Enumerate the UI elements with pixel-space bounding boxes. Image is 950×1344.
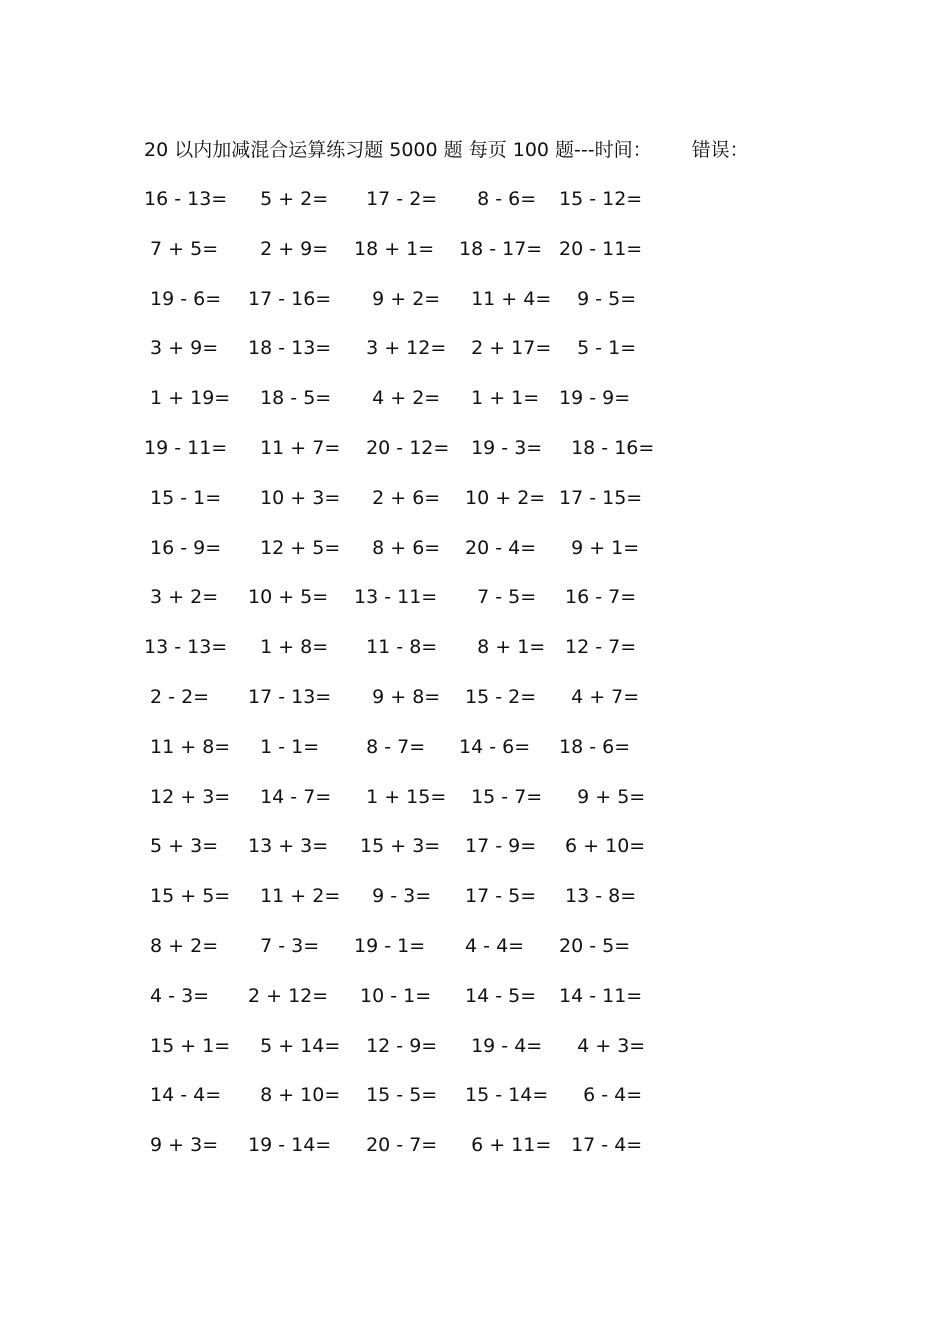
problem: 17 - 9= (459, 835, 537, 858)
problem: 1 + 19= (144, 387, 231, 410)
problem: 5 - 1= (559, 337, 637, 360)
problem: 1 - 1= (248, 735, 320, 758)
problem: 8 + 6= (354, 536, 441, 559)
problem: 8 + 1= (459, 636, 546, 659)
problem: 3 + 2= (144, 586, 219, 609)
problem-row (144, 383, 684, 433)
problem: 15 - 2= (459, 685, 537, 708)
problem: 13 - 8= (559, 885, 637, 908)
problem: 5 + 3= (144, 835, 219, 858)
problem-row (144, 533, 684, 583)
problem-grid (144, 184, 684, 1180)
problem: 19 - 6= (144, 287, 222, 310)
problem: 11 + 8= (144, 735, 231, 758)
problem: 13 - 13= (144, 636, 228, 659)
problem: 9 + 2= (354, 287, 441, 310)
problem-row (144, 931, 684, 981)
worksheet-header (144, 136, 749, 164)
problem: 8 - 7= (354, 735, 426, 758)
problem: 13 + 3= (248, 835, 329, 858)
problem: 6 + 10= (559, 835, 646, 858)
problem: 12 + 5= (248, 536, 341, 559)
problem: 8 + 2= (144, 934, 219, 957)
problem-row (144, 1031, 684, 1081)
problem: 2 + 12= (248, 984, 329, 1007)
problem: 18 - 5= (248, 387, 332, 410)
problem: 1 + 15= (354, 785, 447, 808)
problem-row (144, 582, 684, 632)
problem: 6 + 11= (459, 1134, 552, 1157)
problem: 15 - 7= (459, 785, 543, 808)
problem: 8 - 6= (459, 188, 537, 210)
problem: 11 + 4= (459, 287, 552, 310)
problem: 17 - 15= (559, 486, 643, 509)
problem: 14 - 7= (248, 785, 332, 808)
problem: 4 + 7= (559, 685, 640, 708)
problem: 13 - 11= (354, 586, 438, 609)
problem: 16 - 13= (144, 188, 228, 210)
problem-row (144, 1080, 684, 1130)
problem: 20 - 12= (354, 436, 450, 459)
problem-row (144, 981, 684, 1031)
problem: 11 - 8= (354, 636, 438, 659)
problem-row (144, 881, 684, 931)
problem: 14 - 6= (459, 735, 531, 758)
errors-label: 错误： (691, 139, 749, 161)
problem: 18 - 16= (559, 436, 655, 459)
problem: 10 + 3= (248, 486, 341, 509)
problem: 1 + 1= (459, 387, 540, 410)
problem: 15 + 5= (144, 885, 231, 908)
problem: 9 - 3= (354, 885, 432, 908)
problem: 17 - 2= (354, 188, 438, 210)
problem: 19 - 3= (459, 436, 543, 459)
problem: 5 + 14= (248, 1034, 341, 1057)
problem: 9 + 5= (559, 785, 646, 808)
problem-row (144, 433, 684, 483)
problem-row (144, 483, 684, 533)
problem-row (144, 831, 684, 881)
problem: 10 + 5= (248, 586, 329, 609)
problem: 10 + 2= (459, 486, 546, 509)
problem: 16 - 7= (559, 586, 637, 609)
problem: 3 + 12= (354, 337, 447, 360)
problem: 5 + 2= (248, 188, 329, 210)
problem-row (144, 184, 684, 234)
problem: 10 - 1= (354, 984, 432, 1007)
problem: 15 + 1= (144, 1034, 231, 1057)
problem: 9 + 8= (354, 685, 441, 708)
problem: 15 + 3= (354, 835, 441, 858)
problem: 4 + 2= (354, 387, 441, 410)
problem: 14 - 4= (144, 1084, 222, 1107)
problem: 19 - 14= (248, 1134, 332, 1157)
problem: 7 + 5= (144, 237, 219, 260)
problem-row (144, 234, 684, 284)
problem: 4 - 3= (144, 984, 210, 1007)
problem: 9 + 3= (144, 1134, 219, 1157)
problem: 18 - 6= (559, 735, 631, 758)
problem: 7 - 5= (459, 586, 537, 609)
problem: 20 - 5= (559, 934, 631, 957)
problem: 1 + 8= (248, 636, 329, 659)
problem: 4 + 3= (559, 1034, 646, 1057)
problem: 20 - 7= (354, 1134, 438, 1157)
problem: 19 - 1= (354, 934, 426, 957)
problem: 3 + 9= (144, 337, 219, 360)
problem: 12 - 9= (354, 1034, 438, 1057)
problem: 15 - 12= (559, 188, 643, 210)
problem: 17 - 4= (559, 1134, 643, 1157)
problem: 17 - 16= (248, 287, 332, 310)
problem: 2 + 6= (354, 486, 441, 509)
problem: 15 - 5= (354, 1084, 438, 1107)
problem-row (144, 732, 684, 782)
problem: 20 - 11= (559, 237, 643, 260)
problem: 20 - 4= (459, 536, 537, 559)
problem: 2 - 2= (144, 685, 210, 708)
problem: 18 - 17= (459, 237, 543, 260)
problem: 17 - 13= (248, 685, 332, 708)
problem: 2 + 17= (459, 337, 552, 360)
problem: 6 - 4= (559, 1084, 643, 1107)
problem: 14 - 5= (459, 984, 537, 1007)
problem-row (144, 682, 684, 732)
problem-row (144, 333, 684, 383)
problem: 16 - 9= (144, 536, 222, 559)
problem: 17 - 5= (459, 885, 537, 908)
problem: 9 + 1= (559, 536, 640, 559)
problem: 12 - 7= (559, 636, 637, 659)
problem: 2 + 9= (248, 237, 329, 260)
problem: 7 - 3= (248, 934, 320, 957)
problem: 19 - 4= (459, 1034, 543, 1057)
problem: 15 - 14= (459, 1084, 549, 1107)
problem: 18 - 13= (248, 337, 332, 360)
worksheet-title: 20 以内加减混合运算练习题 5000 题 每页 100 题---时间： (144, 139, 652, 161)
problem: 19 - 9= (559, 387, 631, 410)
problem-row (144, 632, 684, 682)
problem: 18 + 1= (354, 237, 435, 260)
problem: 12 + 3= (144, 785, 231, 808)
problem-row (144, 284, 684, 334)
problem: 8 + 10= (248, 1084, 341, 1107)
problem: 11 + 2= (248, 885, 341, 908)
problem: 4 - 4= (459, 934, 525, 957)
problem: 11 + 7= (248, 436, 341, 459)
problem: 14 - 11= (559, 984, 643, 1007)
problem-row (144, 782, 684, 832)
problem-row (144, 1130, 684, 1180)
problem: 19 - 11= (144, 436, 228, 459)
problem: 9 - 5= (559, 287, 637, 310)
problem: 15 - 1= (144, 486, 222, 509)
